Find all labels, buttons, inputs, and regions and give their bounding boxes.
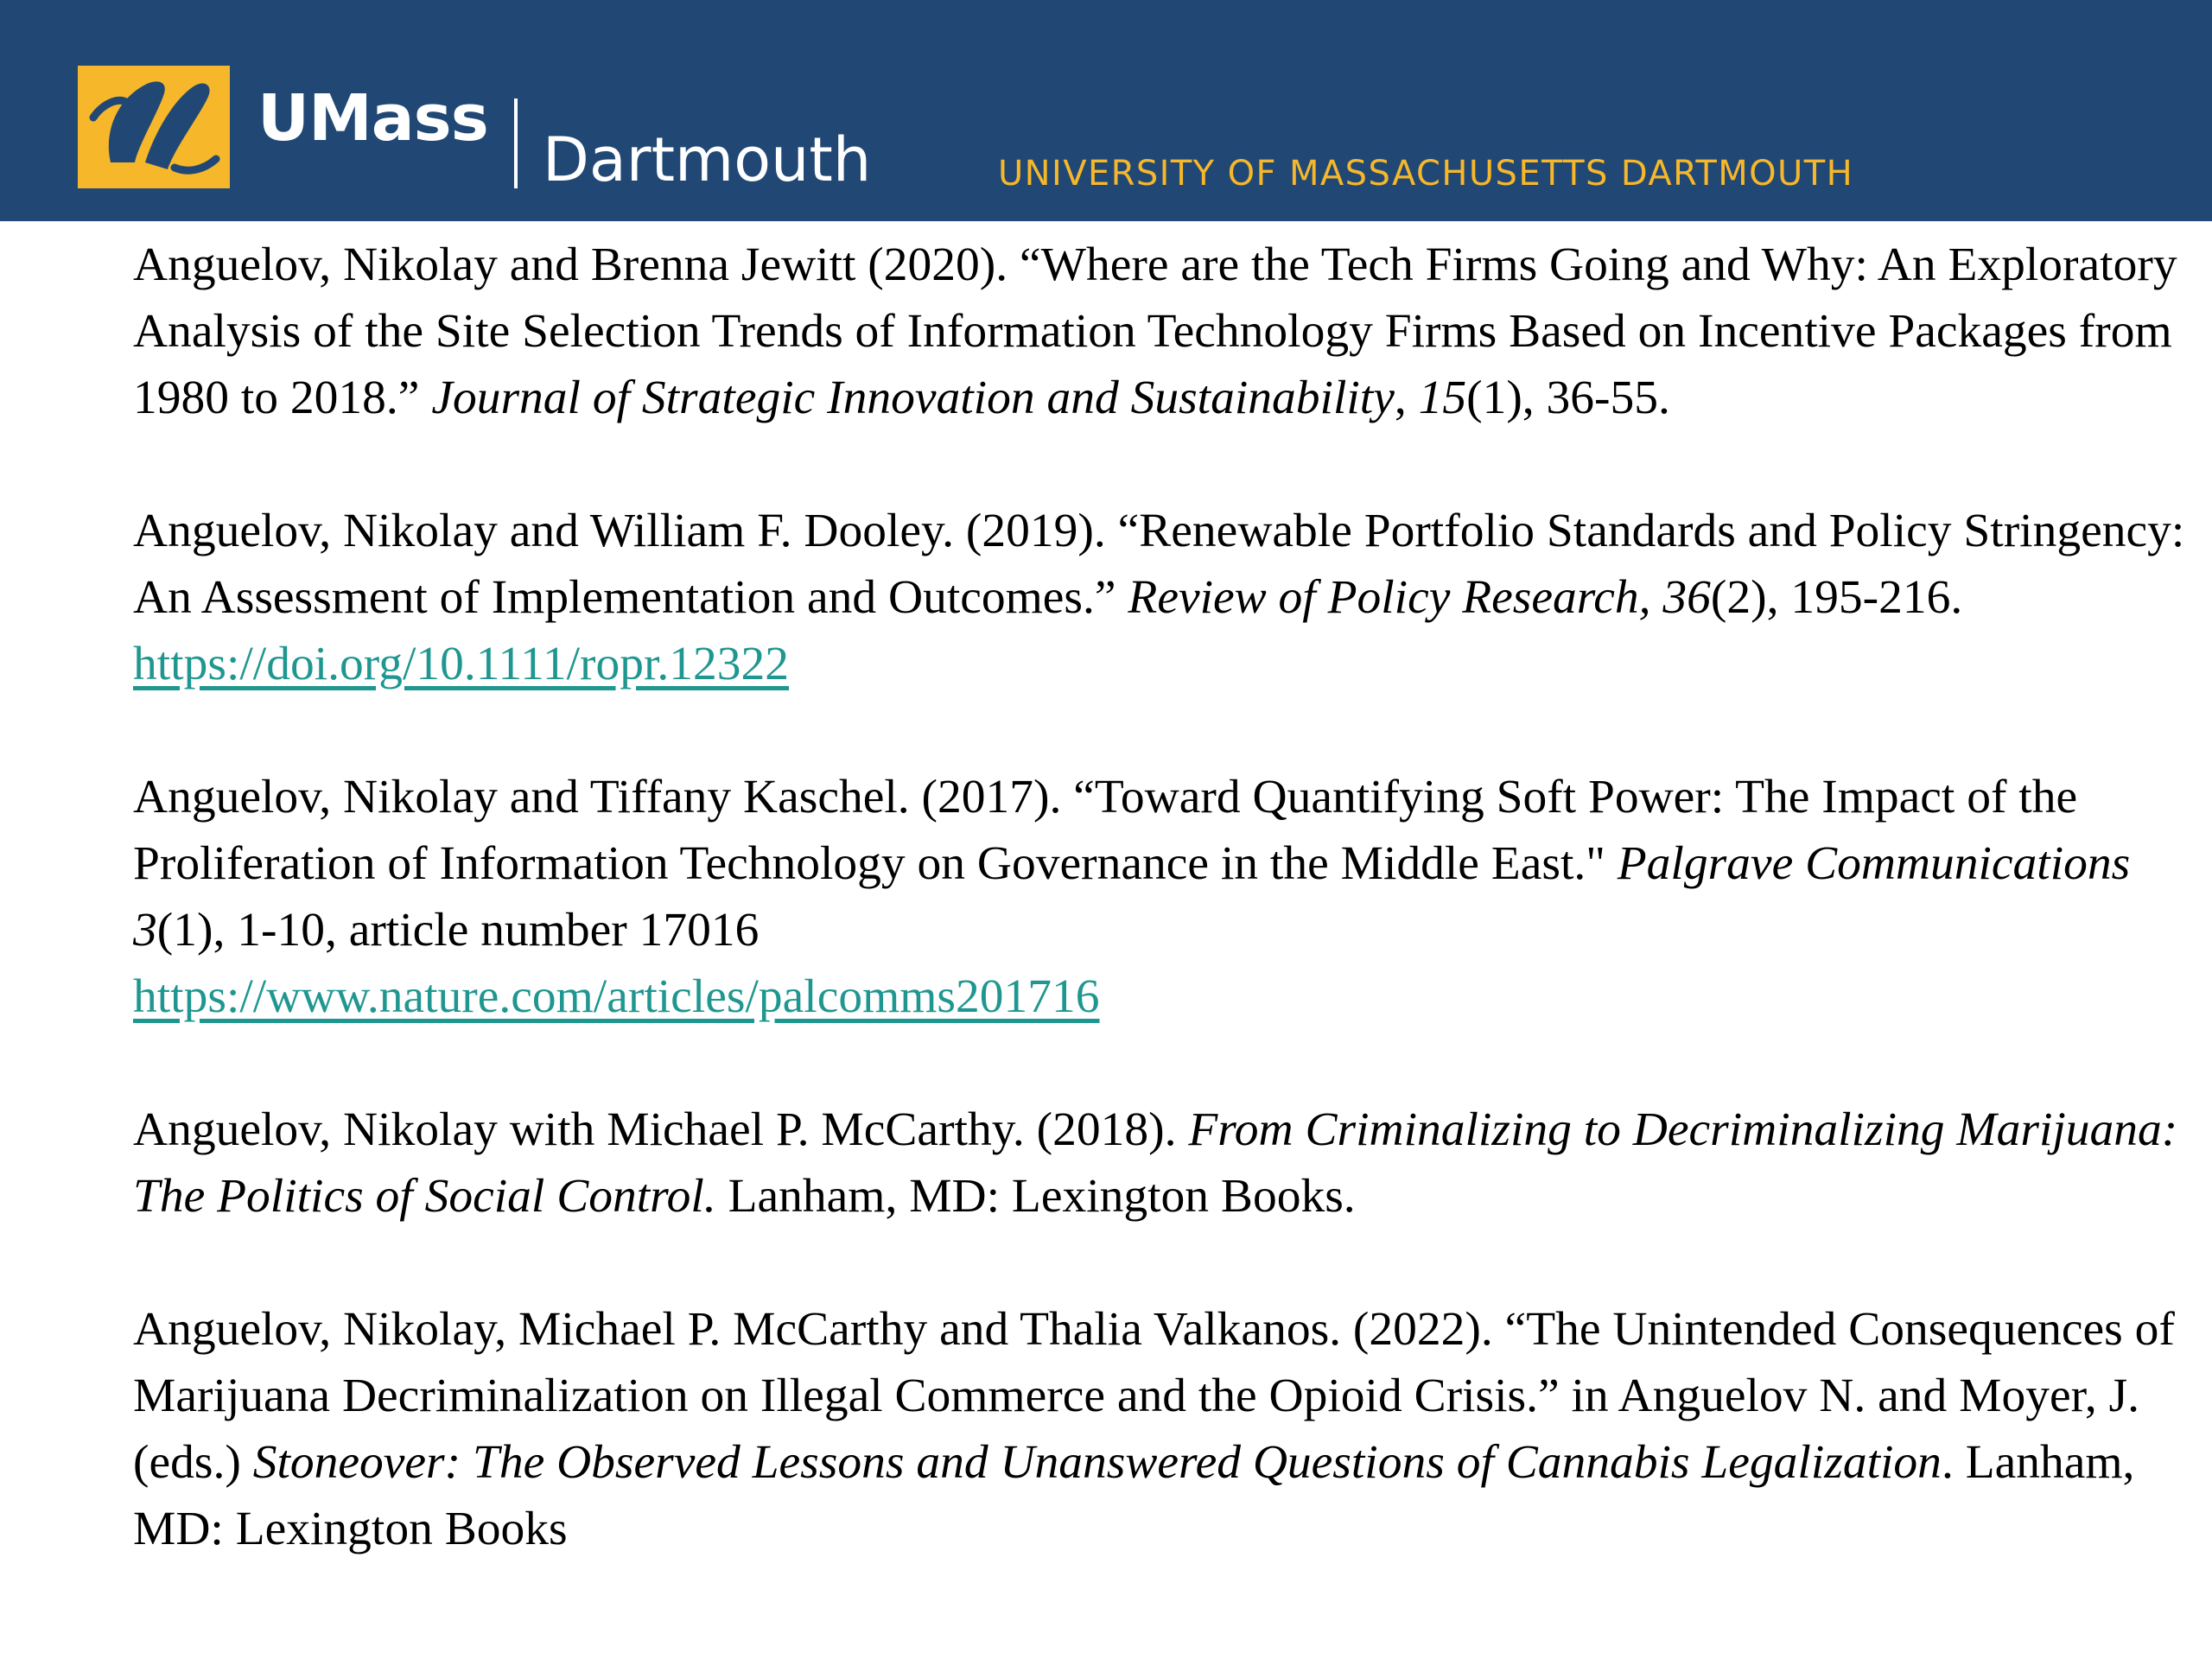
doi-link[interactable]: https://doi.org/10.1111/ropr.12322 bbox=[133, 638, 790, 690]
article-link[interactable]: https://www.nature.com/articles/palcomms201716 bbox=[133, 970, 1100, 1023]
reference-text: Anguelov, Nikolay and Tiffany Kaschel. (2017). “Toward Quantifying Soft Power: The Impact of the Proliferation of Information Technology on Governance in the Middle East." bbox=[133, 771, 2078, 890]
reference-item-3 bbox=[133, 764, 2190, 1030]
header-banner bbox=[0, 0, 2212, 221]
brand-divider bbox=[514, 99, 518, 188]
reference-item-4 bbox=[133, 1096, 2190, 1230]
book-title: From Criminalizing to Decriminalizing Marijuana: The Politics of Social Control. bbox=[133, 1103, 2178, 1223]
reference-tail: . Lanham, MD: Lexington Books bbox=[133, 1436, 2135, 1555]
reference-list bbox=[133, 232, 2190, 1562]
journal-name: Palgrave Communications 3 bbox=[133, 837, 2131, 957]
reference-text: Anguelov, Nikolay with Michael P. McCarthy. (2018). bbox=[133, 1103, 1177, 1156]
reference-tail: (1), 1-10, article number 17016 bbox=[156, 904, 760, 957]
reference-item-1 bbox=[133, 232, 2190, 431]
volume: 15 bbox=[1418, 372, 1467, 424]
umass-logo-icon[interactable] bbox=[78, 66, 230, 188]
um-monogram-icon bbox=[78, 66, 230, 188]
reference-item-2 bbox=[133, 498, 2190, 697]
separator: , bbox=[1394, 372, 1419, 424]
spacer bbox=[133, 697, 2190, 764]
reference-tail: (1), 36-55. bbox=[1466, 372, 1670, 424]
brand-dartmouth: Dartmouth bbox=[543, 124, 872, 195]
brand-umass: UMass bbox=[257, 81, 488, 156]
reference-item-5 bbox=[133, 1296, 2190, 1562]
reference-text: Anguelov, Nikolay and Brenna Jewitt (2020). “Where are the Tech Firms Going and Why: An Exploratory Analysis of the Site Selection Trends of Information Technology Firms Based on Incentive Packages from 1980 to 2018.” bbox=[133, 238, 2177, 424]
spacer bbox=[133, 431, 2190, 498]
journal-name: Journal of Strategic Innovation and Sustainability bbox=[431, 372, 1395, 424]
university-full-name: UNIVERSITY OF MASSACHUSETTS DARTMOUTH bbox=[998, 154, 1854, 194]
journal-name: Review of Policy Research, 36 bbox=[1128, 571, 1711, 624]
spacer bbox=[133, 1030, 2190, 1096]
book-title: Stoneover: The Observed Lessons and Unanswered Questions of Cannabis Legalization bbox=[252, 1436, 1942, 1489]
reference-tail: Lanham, MD: Lexington Books. bbox=[728, 1170, 1356, 1223]
reference-text: Anguelov, Nikolay and William F. Dooley. (2019). “Renewable Portfolio Standards and Policy Stringency: An Assessment of Implementation and Outcomes.” bbox=[133, 505, 2185, 624]
spacer bbox=[133, 1230, 2190, 1296]
reference-tail: (2), 195-216. bbox=[1710, 571, 1963, 624]
reference-text: Anguelov, Nikolay, Michael P. McCarthy and Thalia Valkanos. (2022). “The Unintended Consequences of Marijuana Decriminalization on Illegal Commerce and the Opioid Crisis.” in Anguelov N. and Moyer, J. (eds.) bbox=[133, 1303, 2175, 1489]
